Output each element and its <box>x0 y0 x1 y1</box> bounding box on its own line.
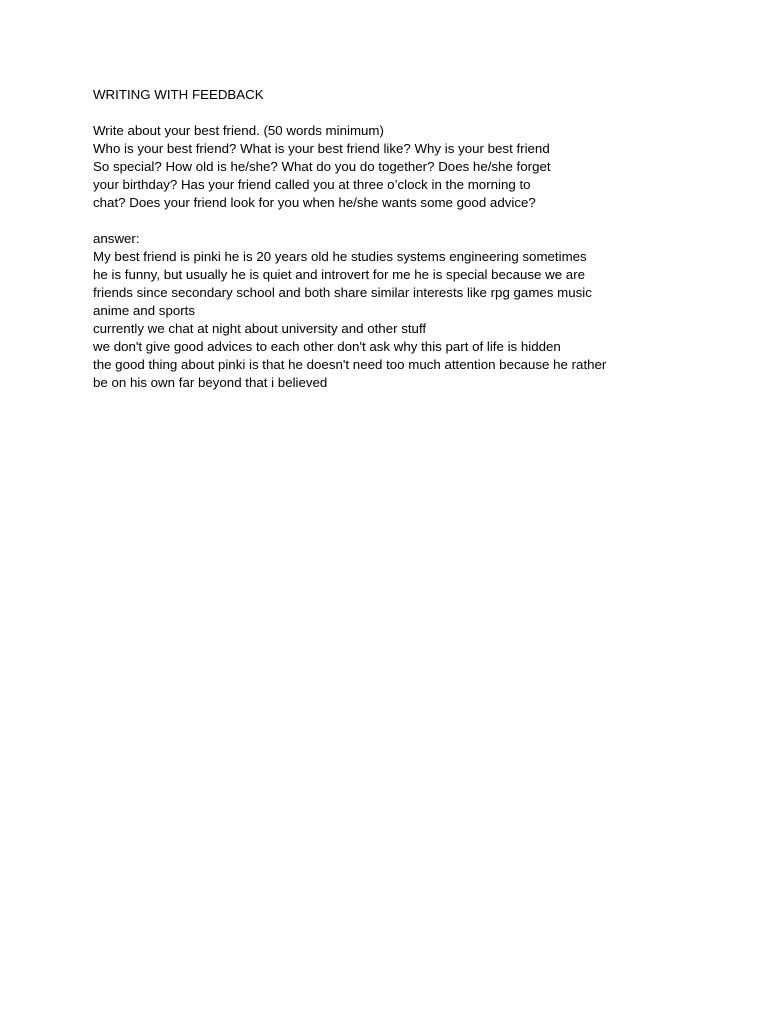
prompt-line: chat? Does your friend look for you when he/she wants some good advice? <box>93 195 536 210</box>
answer-line: be on his own far beyond that i believed <box>93 375 328 390</box>
answer-label: answer: <box>93 231 140 246</box>
spacer <box>93 104 713 122</box>
answer-line: the good thing about pinki is that he doesn't need too much attention because he rather <box>93 357 607 372</box>
document-body <box>93 86 713 392</box>
answer-line: My best friend is pinki he is 20 years old he studies systems engineering sometimes <box>93 249 587 264</box>
answer-line: we don't give good advices to each other don't ask why this part of life is hidden <box>93 339 561 354</box>
answer-line: anime and sports <box>93 303 195 318</box>
document-title: WRITING WITH FEEDBACK <box>93 87 264 102</box>
answer-line: friends since secondary school and both share similar interests like rpg games music <box>93 285 592 300</box>
prompt-line: Who is your best friend? What is your best friend like? Why is your best friend <box>93 141 550 156</box>
spacer <box>93 212 713 230</box>
prompt-line: Write about your best friend. (50 words minimum) <box>93 123 384 138</box>
answer-line: he is funny, but usually he is quiet and introvert for me he is special because we are <box>93 267 586 282</box>
answer-line: currently we chat at night about university and other stuff <box>93 321 427 336</box>
prompt-line: So special? How old is he/she? What do you do together? Does he/she forget <box>93 159 551 174</box>
prompt-line: your birthday? Has your friend called you at three o’clock in the morning to <box>93 177 531 192</box>
